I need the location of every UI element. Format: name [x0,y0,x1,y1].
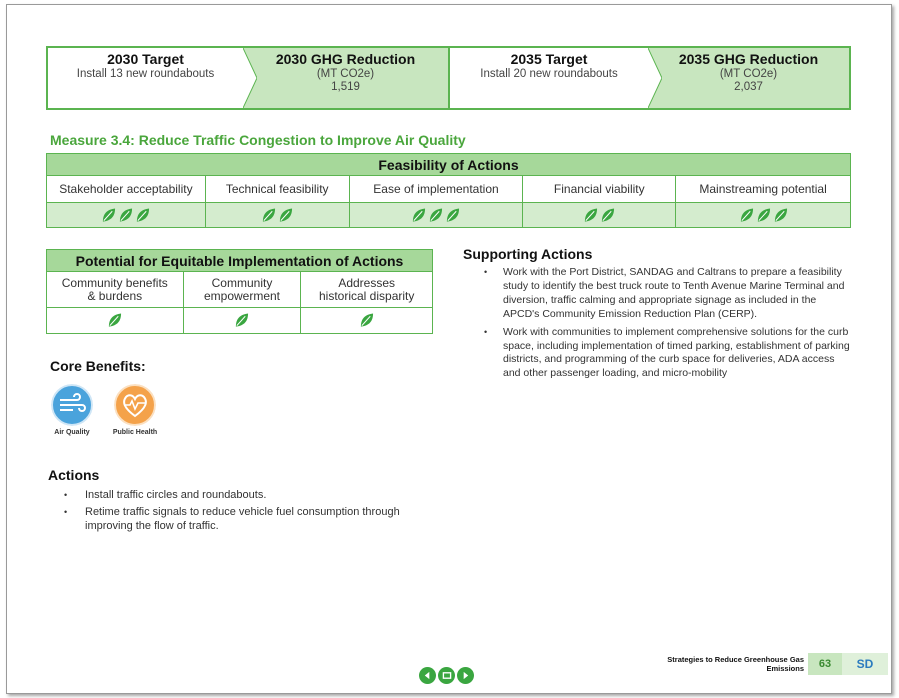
equity-label-line: Addresses [338,275,396,290]
benefit-caption: Public Health [112,429,158,436]
feasibility-rating [349,203,523,228]
feasibility-label: Financial viability [523,176,676,203]
equity-label [301,272,433,308]
feasibility-table [46,153,851,228]
actions-list [64,488,444,536]
previous-page-button[interactable] [419,667,436,684]
ghg-reduction-2030 [243,48,448,108]
ghg-title: 2030 GHG Reduction [275,51,416,67]
list-item: • Install traffic circles and roundabouts. [64,488,444,502]
list-item: • Retime traffic signals to reduce vehicle fuel consumption through improving the flow of traffic. [64,505,444,533]
page-number: 63 [808,653,842,675]
target-title: 2030 Target [107,51,184,67]
list-item: • Work with communities to implement comprehensive solutions for the curb space, including implementation of timed parking, establishment of parking districts, and programming of the curb space for deliveries, ADA access and other passenger loading, and micro-mobility [484,326,854,382]
equity-label-line: empowerment [203,288,280,303]
feasibility-rating [47,203,206,228]
measure-title: Measure 3.4: Reduce Traffic Congestion to Improve Air Quality [50,132,466,148]
equity-label-line: & burdens [87,288,143,303]
benefit-air-quality [39,384,105,436]
equity-label-line: Community benefits [61,275,168,290]
feasibility-label: Ease of implementation [349,176,523,203]
target-2030 [48,48,243,108]
equity-label [183,272,301,308]
equity-label-line: historical disparity [319,288,415,303]
benefit-public-health [102,384,168,436]
equity-header: Potential for Equitable Implementation of Actions [47,250,433,272]
target-title: 2035 Target [510,51,588,67]
leaf-icon [118,207,133,223]
feasibility-rating [676,203,851,228]
feasibility-header: Feasibility of Actions [47,154,851,176]
equity-rating [47,308,184,334]
next-page-button[interactable] [457,667,474,684]
leaf-icon [135,207,150,223]
leaf-icon [261,207,276,223]
equity-label [47,272,184,308]
ghg-value: 1,519 [331,81,360,93]
chevron-shape [243,48,257,108]
equity-rating [301,308,433,334]
ghg-unit: (MT CO2e) [719,68,778,80]
leaf-icon [600,207,615,223]
leaf-icon [234,312,249,328]
target-2035 [448,48,648,108]
leaf-icon [101,207,116,223]
leaf-icon [411,207,426,223]
targets-banner [46,46,851,110]
feasibility-rating [205,203,349,228]
ghg-title: 2035 GHG Reduction [678,51,819,67]
leaf-icon [359,312,374,328]
ghg-reduction-2035 [648,48,849,108]
feasibility-rating [523,203,676,228]
supporting-actions-title: Supporting Actions [463,246,593,262]
arrow-left-icon [423,671,432,680]
leaf-icon [428,207,443,223]
leaf-icon [278,207,293,223]
arrow-right-icon [461,671,470,680]
feasibility-label: Technical feasibility [205,176,349,203]
sd-logo: SD [842,653,888,675]
feasibility-label: Stakeholder acceptability [47,176,206,203]
page-icon [442,671,452,680]
leaf-icon [107,312,122,328]
equity-rating [183,308,301,334]
equity-label-line: Community [211,275,273,290]
page-navigation [419,667,474,684]
benefit-caption: Air Quality [54,429,90,436]
public-health-icon [114,384,156,426]
equity-table [46,249,433,334]
footer-text: Strategies to Reduce Greenhouse Gas Emissions [667,655,804,673]
supporting-actions-list [484,266,854,385]
leaf-icon [773,207,788,223]
list-item: • Work with the Port District, SANDAG and Caltrans to prepare a feasibility study to identify the best truck route to Tenth Avenue Marine Terminal and diversion, traffic calming and appropriate signage as included in the APCD's Community Emission Reduction Plan (CERP). [484,266,854,322]
footer [648,653,890,675]
ghg-unit: (MT CO2e) [316,68,375,80]
ghg-value: 2,037 [734,81,763,93]
leaf-icon [583,207,598,223]
target-subtitle: Install 13 new roundabouts [76,68,215,80]
target-subtitle: Install 20 new roundabouts [480,68,618,80]
feasibility-label: Mainstreaming potential [676,176,851,203]
leaf-icon [756,207,771,223]
actions-title: Actions [48,467,100,483]
core-benefits-title: Core Benefits: [50,358,146,374]
leaf-icon [739,207,754,223]
air-quality-icon [51,384,93,426]
chevron-shape [648,48,662,108]
leaf-icon [445,207,460,223]
page-menu-button[interactable] [438,667,455,684]
